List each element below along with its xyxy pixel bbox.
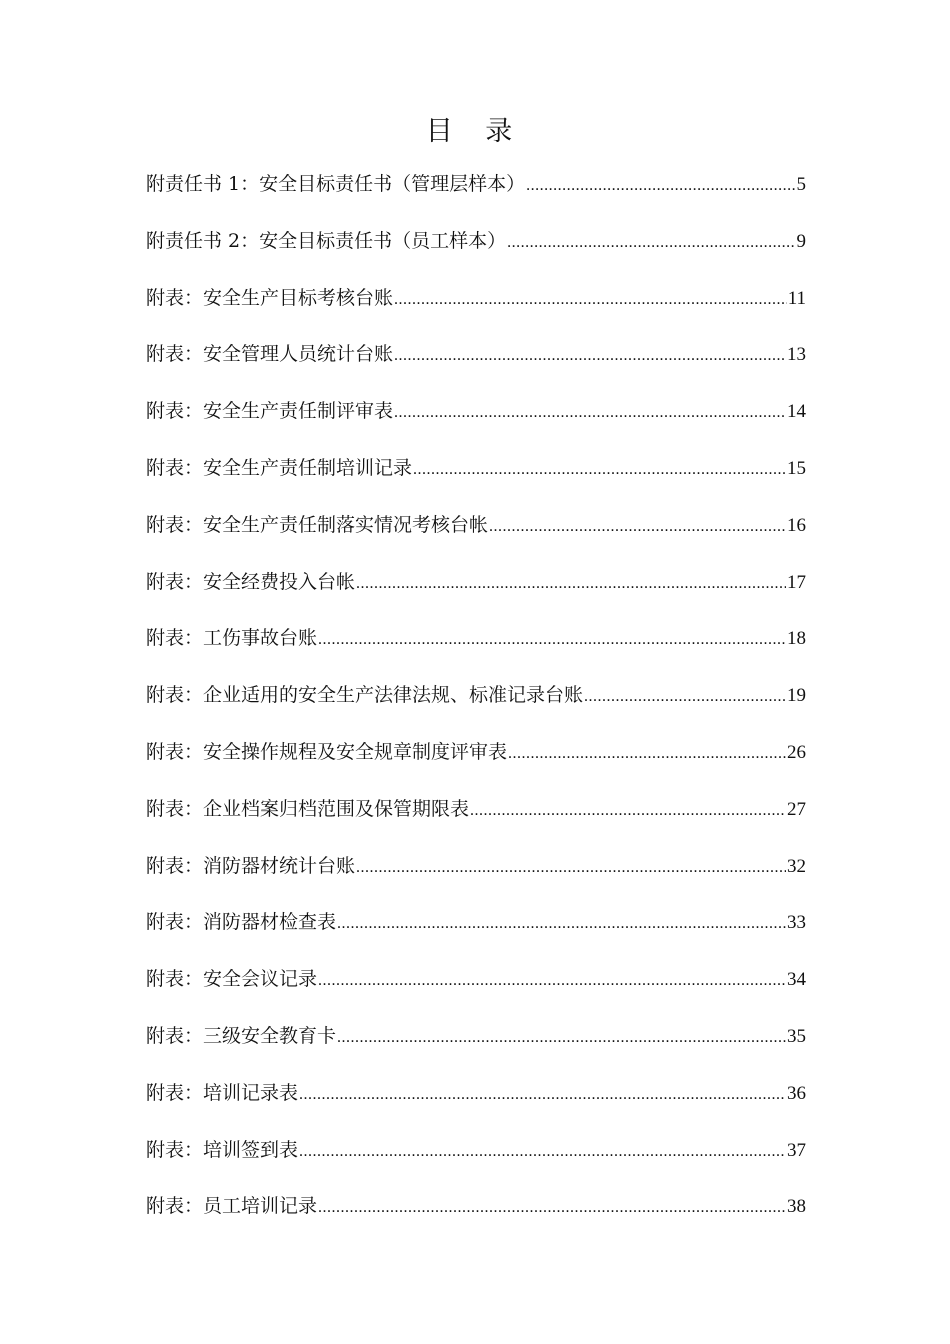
toc-leader-dots bbox=[507, 223, 795, 263]
page-title: 目 录 bbox=[425, 116, 525, 147]
toc-entry-page: 32 bbox=[787, 855, 806, 877]
toc-entry-page: 14 bbox=[787, 401, 806, 423]
toc-entry[interactable] bbox=[146, 448, 806, 505]
toc-leader-dots bbox=[470, 791, 786, 831]
toc-entry-page: 11 bbox=[787, 287, 806, 309]
toc-entry[interactable] bbox=[146, 1186, 806, 1243]
toc-leader-dots bbox=[356, 848, 786, 888]
toc-entry-label: 附表：培训签到表 bbox=[146, 1138, 299, 1161]
toc-leader-dots bbox=[413, 450, 786, 490]
toc-entry-label: 附表：安全生产责任制培训记录 bbox=[146, 456, 413, 479]
toc-entry-label: 附表：安全生产责任制评审表 bbox=[146, 400, 394, 423]
toc-entry-page: 33 bbox=[787, 912, 806, 934]
toc-entry-page: 5 bbox=[796, 174, 806, 195]
toc-entry-label: 附责任书 2：安全目标责任书（员工样本） bbox=[146, 229, 507, 252]
toc-leader-dots bbox=[299, 1132, 786, 1172]
toc-leader-dots bbox=[508, 734, 786, 774]
toc-entry-label: 附表：安全生产责任制落实情况考核台帐 bbox=[146, 513, 489, 536]
toc-entry[interactable] bbox=[146, 732, 806, 789]
toc-entry-page: 35 bbox=[787, 1025, 806, 1047]
toc-entry-page: 34 bbox=[787, 969, 806, 991]
toc-entry[interactable] bbox=[146, 278, 806, 335]
toc-entry-page: 16 bbox=[787, 514, 806, 536]
toc-leader-dots bbox=[526, 166, 795, 206]
toc-entry[interactable] bbox=[146, 164, 806, 221]
toc-entry-label: 附表：三级安全教育卡 bbox=[146, 1024, 337, 1047]
toc-entry[interactable] bbox=[146, 675, 806, 732]
toc-entry[interactable] bbox=[146, 505, 806, 562]
toc-entry[interactable] bbox=[146, 334, 806, 391]
toc-entry[interactable] bbox=[146, 1130, 806, 1187]
toc-entry[interactable] bbox=[146, 1073, 806, 1130]
toc-entry-label: 附表：安全经费投入台帐 bbox=[146, 570, 356, 593]
toc-entry[interactable] bbox=[146, 902, 806, 959]
toc-entry-page: 26 bbox=[787, 741, 806, 763]
toc-leader-dots bbox=[584, 677, 786, 717]
toc-entry-label: 附表：工伤事故台账 bbox=[146, 627, 318, 650]
toc-entry[interactable] bbox=[146, 562, 806, 619]
toc-entry-label: 附表：消防器材统计台账 bbox=[146, 854, 356, 877]
toc-entry[interactable] bbox=[146, 959, 806, 1016]
toc-entry[interactable] bbox=[146, 789, 806, 846]
toc-entry-label: 附表：安全操作规程及安全规章制度评审表 bbox=[146, 740, 508, 763]
toc-entry-page: 18 bbox=[787, 628, 806, 650]
toc-entry[interactable] bbox=[146, 221, 806, 278]
toc-entry[interactable] bbox=[146, 1016, 806, 1073]
toc-leader-dots bbox=[394, 393, 786, 433]
toc-entry-page: 36 bbox=[787, 1082, 806, 1104]
toc-leader-dots bbox=[318, 620, 786, 660]
toc-entry-label: 附表：企业档案归档范围及保管期限表 bbox=[146, 797, 470, 820]
toc-entry-page: 15 bbox=[787, 457, 806, 479]
toc-entry-label: 附责任书 1：安全目标责任书（管理层样本） bbox=[146, 173, 526, 195]
toc-entry-label: 附表：安全生产目标考核台账 bbox=[146, 286, 394, 309]
toc-leader-dots bbox=[394, 336, 786, 376]
toc-leader-dots bbox=[337, 904, 786, 944]
toc-entry-page: 27 bbox=[787, 798, 806, 820]
toc-entry-page: 9 bbox=[796, 230, 806, 252]
toc-entry[interactable] bbox=[146, 618, 806, 675]
toc-leader-dots bbox=[318, 1188, 786, 1228]
toc-entry[interactable] bbox=[146, 391, 806, 448]
toc-entry-label: 附表：安全管理人员统计台账 bbox=[146, 343, 394, 366]
toc-leader-dots bbox=[394, 280, 787, 320]
toc-leader-dots bbox=[318, 961, 786, 1001]
toc-entry-label: 附表：安全会议记录 bbox=[146, 968, 318, 991]
toc-entry-label: 附表：企业适用的安全生产法律法规、标准记录台账 bbox=[146, 684, 584, 707]
toc-entry-label: 附表：消防器材检查表 bbox=[146, 911, 337, 934]
toc-entry-page: 17 bbox=[787, 571, 806, 593]
toc-leader-dots bbox=[489, 507, 786, 547]
toc-entry-label: 附表：培训记录表 bbox=[146, 1081, 299, 1104]
toc-list bbox=[146, 164, 806, 1243]
toc-entry-page: 13 bbox=[787, 344, 806, 366]
toc-entry-label: 附表：员工培训记录 bbox=[146, 1195, 318, 1218]
toc-leader-dots bbox=[337, 1018, 786, 1058]
toc-leader-dots bbox=[299, 1075, 786, 1115]
toc-entry-page: 37 bbox=[787, 1139, 806, 1161]
toc-entry-page: 38 bbox=[787, 1196, 806, 1218]
toc-leader-dots bbox=[356, 564, 786, 604]
toc-entry-page: 19 bbox=[787, 685, 806, 707]
toc-entry[interactable] bbox=[146, 846, 806, 903]
